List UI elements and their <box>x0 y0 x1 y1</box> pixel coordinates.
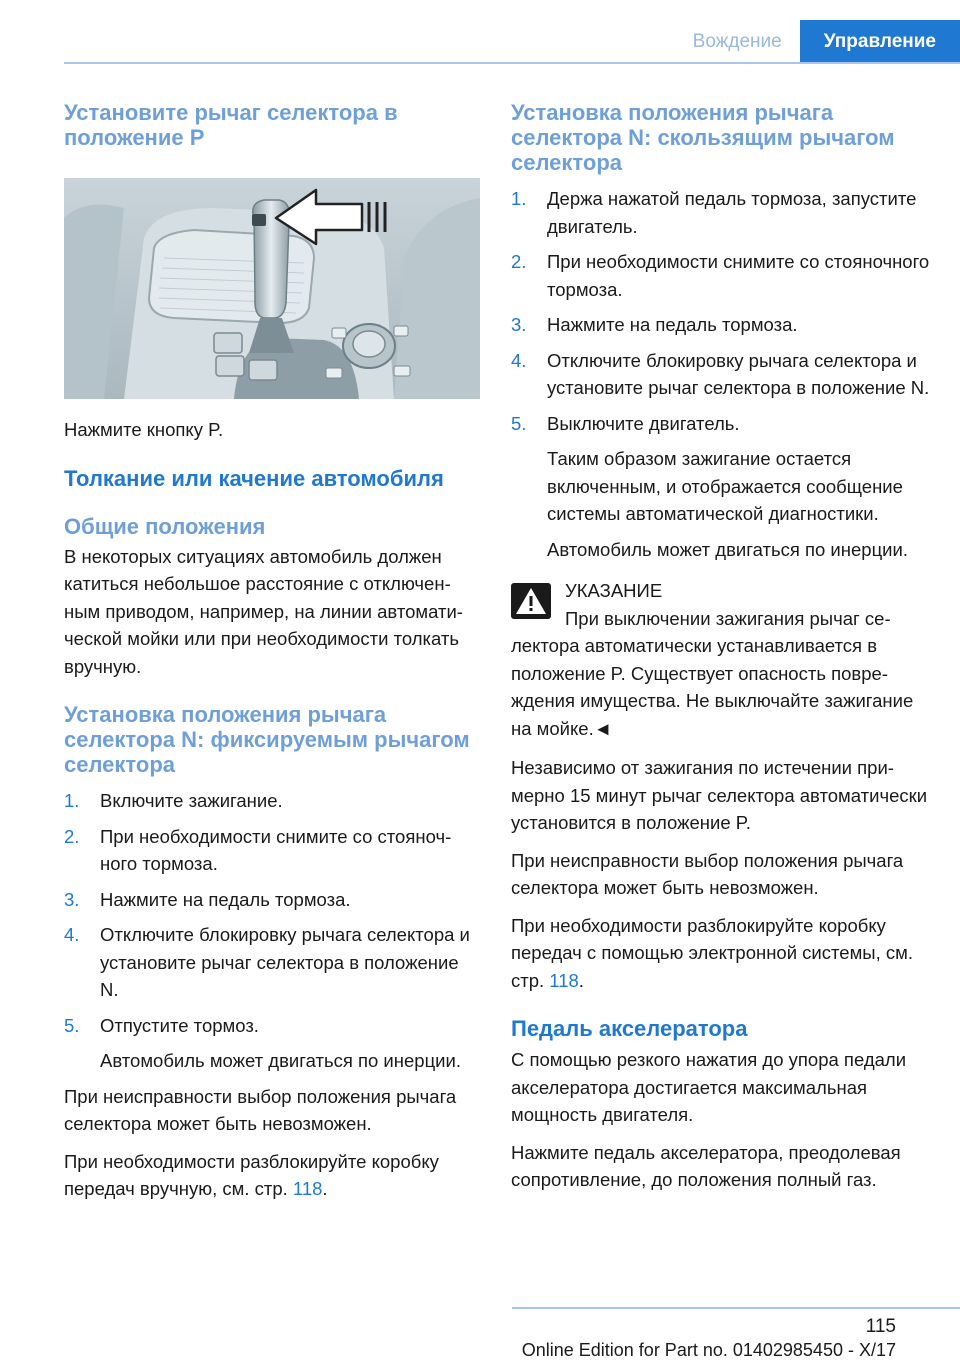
section-title-set-p: Установите рычаг селектора в положение P <box>64 100 398 150</box>
auto-p-text: Независимо от зажигания по истечении примерно 15 минут рычаг селектора автоматически установится в положение P. <box>511 757 928 833</box>
page-number: 115 <box>865 1316 896 1337</box>
right-column <box>511 100 936 1204</box>
steps-fixed-lever <box>64 787 480 1039</box>
tab-driving[interactable]: Вождение <box>675 20 800 62</box>
warning-text: При выключении зажигания рычаг селектора автоматически устанавливается в положение P. Существует опасность повреждения имущества. Не выключайте зажигание на мойке.◄ <box>511 607 914 739</box>
list-item: 2. При необходимости снимите со стояночного тормоза. <box>511 251 930 300</box>
list-item: 3. Нажмите на педаль тормоза. <box>511 314 798 335</box>
selector-lever-photo <box>64 178 480 399</box>
list-item: 1. Держа нажатой педаль тормоза, запустите двигатель. <box>511 188 917 237</box>
warning-triangle-icon <box>511 583 551 619</box>
accelerator-text-1: С помощью резкого нажатия до упора педали акселератора достигается максимальная мощность двигателя. <box>511 1049 907 1125</box>
section-title-pushing: Толкание или качение автомобиля <box>64 465 444 491</box>
list-item: 4. Отключите блокировку рычага селектора и установите рычаг селектора в положение N. <box>64 924 470 1000</box>
list-item: 3. Нажмите на педаль тормоза. <box>64 888 351 910</box>
edition-text: Online Edition for Part no. 01402985450 - X/17 <box>521 1340 896 1360</box>
general-text: В некоторых ситуациях автомобиль должен катиться небольшое расстояние с отключенным приводом, например, на линии автоматической мойки или при необходимости толкать вручную. <box>64 545 463 677</box>
page-link-118[interactable]: 118 <box>292 1178 323 1199</box>
section-title-sliding-lever: Установка положения рычага селектора N: скользящим рычагом селектора <box>511 100 895 175</box>
unlock-text: При необходимости разблокируйте коробку передач с помощью электронной системы, см. стр. 118. <box>511 914 913 991</box>
step5-note-2: Автомобиль может двигаться по инерции. <box>547 538 908 560</box>
malfunction-text: При неисправности выбор положения рычага селектора может быть невозможен. <box>511 849 904 898</box>
warning-title: УКАЗАНИЕ <box>565 580 663 601</box>
list-item: 4. Отключите блокировку рычага селектора и установите рычаг селектора в положение N. <box>511 349 930 398</box>
malfunction-text: При неисправности выбор положения рычага селектора может быть невозможен. <box>64 1085 457 1134</box>
section-title-general: Общие положения <box>64 513 266 539</box>
tab-control[interactable]: Управление <box>800 20 960 62</box>
list-item: 5. Отпустите тормоз. <box>64 1014 259 1036</box>
left-column <box>64 100 480 1213</box>
page-link-118[interactable]: 118 <box>549 969 579 991</box>
section-title-fixed-lever: Установка положения рычага селектора N: фиксируемым рычагом селектора <box>64 702 470 777</box>
footer-rule <box>512 1307 960 1309</box>
header-rule <box>64 62 960 64</box>
unlock-text: При необходимости разблокируйте коробку передач вручную, см. стр. 118. <box>64 1150 439 1199</box>
step5-note-1: Таким образом зажигание остается включенным, и отображается сообщение системы автоматической диагностики. <box>547 448 903 524</box>
warning-box <box>511 577 936 742</box>
list-item: 1. Включите зажигание. <box>64 790 283 811</box>
list-item: 2. При необходимости снимите со стояночного тормоза. <box>64 825 452 874</box>
list-item: 5. Выключите двигатель. <box>511 412 740 434</box>
step5-note: Автомобиль может двигаться по инерции. <box>100 1050 461 1071</box>
header-tabs <box>675 20 960 62</box>
section-title-accelerator: Педаль акселератора <box>511 1016 748 1041</box>
photo-caption: Нажмите кнопку P. <box>64 419 224 440</box>
steps-sliding-lever <box>511 185 936 437</box>
accelerator-text-2: Нажмите педаль акселератора, преодолевая сопротивление, до положения полный газ. <box>511 1141 901 1190</box>
